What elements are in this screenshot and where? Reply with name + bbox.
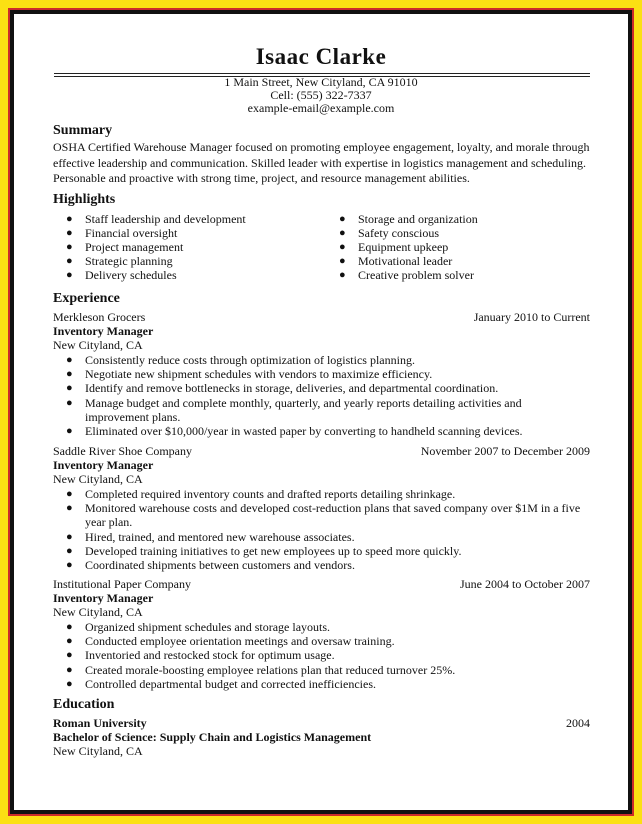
- highlights-heading: Highlights: [53, 192, 116, 207]
- list-item: ● Project management: [66, 240, 184, 254]
- bullet-icon: ●: [66, 544, 73, 557]
- bullet-icon: ●: [339, 213, 346, 225]
- list-item: ● Controlled departmental budget and corrected inefficiencies.: [66, 676, 376, 691]
- list-item: ● Financial oversight: [66, 226, 178, 240]
- bullet-icon: ●: [66, 621, 73, 633]
- header-rule-top: [54, 73, 590, 74]
- school-name: Roman University: [53, 716, 147, 730]
- job-header: [53, 310, 590, 324]
- candidate-name: Isaac Clarke: [255, 44, 387, 69]
- list-item: ● Manage budget and complete monthly, quarterly, and yearly reports detailing activities and improvement plans.: [66, 395, 522, 424]
- job-dates: January 2010 to Current: [473, 310, 590, 324]
- job-dates: November 2007 to December 2009: [420, 444, 590, 458]
- job-title: Inventory Manager: [53, 324, 154, 338]
- list-item: ● Storage and organization: [339, 212, 478, 226]
- summary-text: OSHA Certified Warehouse Manager focused on promoting employee engagement, loyalty, and morale through effective leadership and communication. Skilled leader with expertise in logistics management and scheduling. Personable and proactive with strong time, project, and resource management abilities.: [53, 140, 590, 185]
- list-item: ● Developed training initiatives to get new employees up to speed more quickly.: [66, 543, 462, 558]
- job-bullets: [66, 353, 536, 438]
- bullet-icon: ●: [66, 663, 73, 676]
- list-item: ● Coordinated shipments between customers and vendors.: [66, 558, 355, 573]
- bullet-icon: ●: [66, 382, 73, 395]
- list-item: ● Staff leadership and development: [66, 212, 246, 226]
- company-name: Saddle River Shoe Company: [53, 444, 192, 458]
- list-item: ● Monitored warehouse costs and developed cost-reduction plans that saved company over $1M in a five year plan.: [66, 501, 581, 530]
- bullet-icon: ●: [66, 502, 73, 515]
- bullet-icon: ●: [66, 213, 73, 225]
- bullet-icon: ●: [66, 488, 73, 500]
- job-location: New Cityland, CA: [53, 338, 143, 352]
- degree: Bachelor of Science: Supply Chain and Logistics Management: [53, 730, 372, 744]
- list-item: ● Inventoried and restocked stock for optimum usage.: [66, 648, 335, 663]
- company-name: Merkleson Grocers: [53, 310, 146, 324]
- company-name: Institutional Paper Company: [53, 577, 191, 591]
- job-title: Inventory Manager: [53, 591, 154, 605]
- job-location: New Cityland, CA: [53, 605, 143, 619]
- bullet-icon: ●: [66, 649, 73, 662]
- list-item: ● Motivational leader: [339, 254, 453, 268]
- list-item: ● Equipment upkeep: [339, 240, 449, 254]
- experience-heading: Experience: [53, 291, 120, 306]
- bullet-icon: ●: [66, 241, 73, 253]
- list-item: ● Organized shipment schedules and storage layouts.: [66, 620, 331, 634]
- bullet-icon: ●: [339, 269, 346, 281]
- bullet-icon: ●: [66, 677, 73, 690]
- bullet-icon: ●: [66, 559, 73, 572]
- list-item: ● Negotiate new shipment schedules with vendors to maximize efficiency.: [66, 367, 433, 382]
- job-bullets: [66, 620, 536, 691]
- summary-heading: Summary: [53, 123, 113, 138]
- contact-email: example-email@example.com: [247, 101, 395, 115]
- list-item: ● Consistently reduce costs through optimization of logistics planning.: [66, 353, 415, 367]
- graduation-year: 2004: [566, 716, 590, 730]
- list-item: ● Created morale-boosting employee relations plan that reduced turnover 25%.: [66, 662, 456, 677]
- list-item: ● Hired, trained, and mentored new warehouse associates.: [66, 529, 355, 544]
- bullet-icon: ●: [66, 269, 73, 281]
- bullet-icon: ●: [66, 396, 73, 409]
- list-item: ● Completed required inventory counts and drafted reports detailing shrinkage.: [66, 487, 456, 501]
- bullet-icon: ●: [66, 368, 73, 381]
- job-dates: June 2004 to October 2007: [460, 577, 590, 591]
- bullet-icon: ●: [339, 241, 346, 253]
- job-bullets: [66, 487, 596, 572]
- list-item: ● Creative problem solver: [339, 268, 474, 282]
- job-header: [53, 577, 590, 591]
- job-header: [53, 444, 590, 458]
- contact-cell: Cell: (555) 322-7337: [270, 88, 372, 102]
- highlights-left-list: [66, 212, 246, 282]
- bullet-icon: ●: [66, 530, 73, 543]
- contact-address: 1 Main Street, New Cityland, CA 91010: [224, 75, 418, 89]
- bullet-icon: ●: [66, 255, 73, 267]
- education-location: New Cityland, CA: [53, 744, 143, 758]
- job-title: Inventory Manager: [53, 458, 154, 472]
- bullet-icon: ●: [66, 635, 73, 648]
- resume-page: [14, 14, 628, 810]
- bullet-icon: ●: [66, 227, 73, 239]
- list-item: ● Identify and remove bottlenecks in storage, deliveries, and departmental coordination.: [66, 381, 499, 396]
- bullet-icon: ●: [339, 227, 346, 239]
- list-item: ● Delivery schedules: [66, 268, 177, 282]
- list-item: ● Strategic planning: [66, 254, 173, 268]
- highlights-right-list: [339, 212, 478, 282]
- bullet-icon: ●: [66, 354, 73, 366]
- list-item: ● Safety conscious: [339, 226, 439, 240]
- list-item: ● Conducted employee orientation meetings and oversaw training.: [66, 634, 395, 649]
- list-item: ● Eliminated over $10,000/year in wasted paper by converting to handheld scanning devices.: [66, 424, 523, 439]
- education-heading: Education: [53, 697, 115, 712]
- job-location: New Cityland, CA: [53, 472, 143, 486]
- bullet-icon: ●: [66, 425, 73, 438]
- bullet-icon: ●: [339, 255, 346, 267]
- education-header: [53, 716, 590, 730]
